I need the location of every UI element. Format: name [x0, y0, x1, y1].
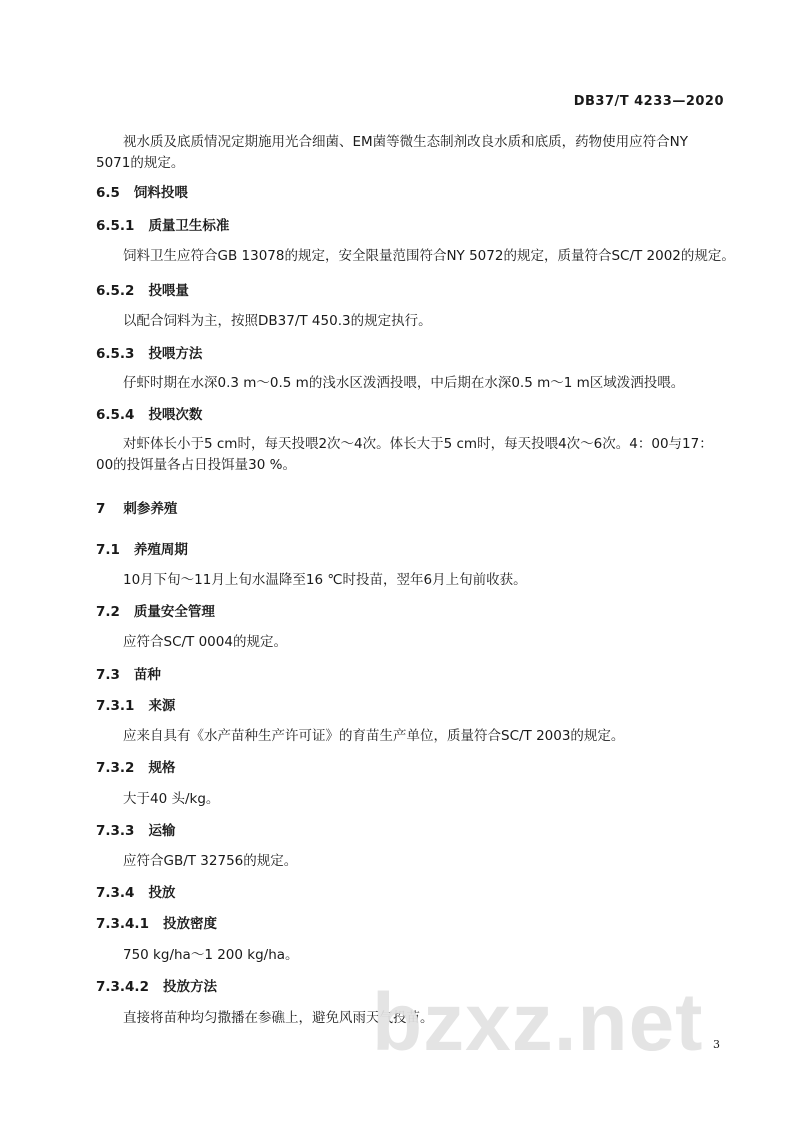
section-number: 7.3.4.1	[96, 916, 149, 932]
section-number: 7.3.1	[96, 698, 135, 714]
section-number: 7.2	[96, 604, 120, 620]
section-number: 6.5.1	[96, 218, 135, 234]
section-title: 刺参养殖	[123, 501, 178, 517]
paragraph-feeding-amount: 以配合饲料为主，按照DB37/T 450.3的规定执行。	[123, 313, 432, 329]
section-number: 7.3.4.2	[96, 979, 149, 995]
section-title: 苗种	[133, 667, 161, 683]
section-title: 来源	[148, 698, 176, 714]
section-number: 7	[96, 501, 106, 517]
paragraph-culture-period: 10月下旬～11月上旬水温降至16 ℃时投苗，翌年6月上旬前收获。	[123, 572, 527, 588]
paragraph-seed-source: 应来自具有《水产苗种生产许可证》的育苗生产单位，质量符合SC/T 2003的规定。	[123, 728, 625, 744]
section-title: 饲料投喂	[133, 185, 188, 201]
section-title: 规格	[148, 760, 176, 776]
section-heading-7	[96, 498, 724, 520]
section-number: 6.5.2	[96, 283, 135, 299]
section-number: 7.3.3	[96, 823, 135, 839]
section-number: 6.5.3	[96, 346, 135, 362]
section-title: 质量卫生标准	[148, 218, 230, 234]
section-title: 投喂次数	[148, 407, 203, 423]
page-number: 3	[713, 1038, 720, 1051]
paragraph-water-quality: 视水质及底质情况定期施用光合细菌、EM菌等微生态制剂改良水质和底质，药物使用应符合NY 5071的规定。	[96, 134, 689, 171]
section-heading-6-5-1	[96, 215, 724, 237]
section-heading-7-3-4-1	[96, 913, 724, 935]
section-title: 投喂方法	[148, 346, 203, 362]
section-title: 运输	[148, 823, 176, 839]
paragraph-feeding-frequency: 对虾体长小于5 cm时，每天投喂2次～4次。体长大于5 cm时，每天投喂4次～6次。4：00与17：00的投饵量各占日投饵量30 %。	[96, 436, 713, 473]
section-heading-7-3-2	[96, 757, 724, 779]
section-title: 质量安全管理	[133, 604, 215, 620]
section-heading-7-3	[96, 664, 724, 686]
section-heading-7-2	[96, 601, 724, 623]
section-title: 投喂量	[148, 283, 189, 299]
section-number: 6.5.4	[96, 407, 135, 423]
paragraph-stocking-density: 750 kg/ha～1 200 kg/ha。	[123, 947, 299, 963]
paragraph-transport: 应符合GB/T 32756的规定。	[123, 853, 298, 869]
section-number: 7.3.2	[96, 760, 135, 776]
section-heading-6-5	[96, 182, 724, 204]
paragraph-quality-safety: 应符合SC/T 0004的规定。	[123, 634, 287, 650]
section-number: 7.1	[96, 542, 120, 558]
section-number: 7.3.4	[96, 885, 135, 901]
paragraph-seed-size: 大于40 头/kg。	[123, 791, 220, 807]
section-number: 6.5	[96, 185, 120, 201]
section-title: 养殖周期	[133, 542, 188, 558]
section-heading-7-3-4	[96, 882, 724, 904]
watermark-logo: bzxz.net	[372, 977, 704, 1068]
section-title: 投放方法	[162, 979, 217, 995]
section-heading-7-3-3	[96, 820, 724, 842]
section-number: 7.3	[96, 667, 120, 683]
section-title: 投放	[148, 885, 176, 901]
document-code-header: DB37/T 4233—2020	[573, 94, 724, 109]
section-heading-7-1	[96, 539, 724, 561]
paragraph-stocking-method: 直接将苗种均匀撒播在参礁上，避免风雨天气投苗。	[123, 1010, 434, 1026]
section-heading-7-3-1	[96, 695, 724, 717]
paragraph-feed-hygiene: 饲料卫生应符合GB 13078的规定，安全限量范围符合NY 5072的规定，质量符合SC/T 2002的规定。	[123, 248, 735, 264]
paragraph-feeding-method: 仔虾时期在水深0.3 m～0.5 m的浅水区泼洒投喂，中后期在水深0.5 m～1 m区域泼洒投喂。	[123, 375, 685, 391]
section-heading-6-5-3	[96, 343, 724, 365]
section-title: 投放密度	[162, 916, 217, 932]
section-heading-6-5-2	[96, 280, 724, 302]
section-heading-6-5-4	[96, 404, 724, 426]
